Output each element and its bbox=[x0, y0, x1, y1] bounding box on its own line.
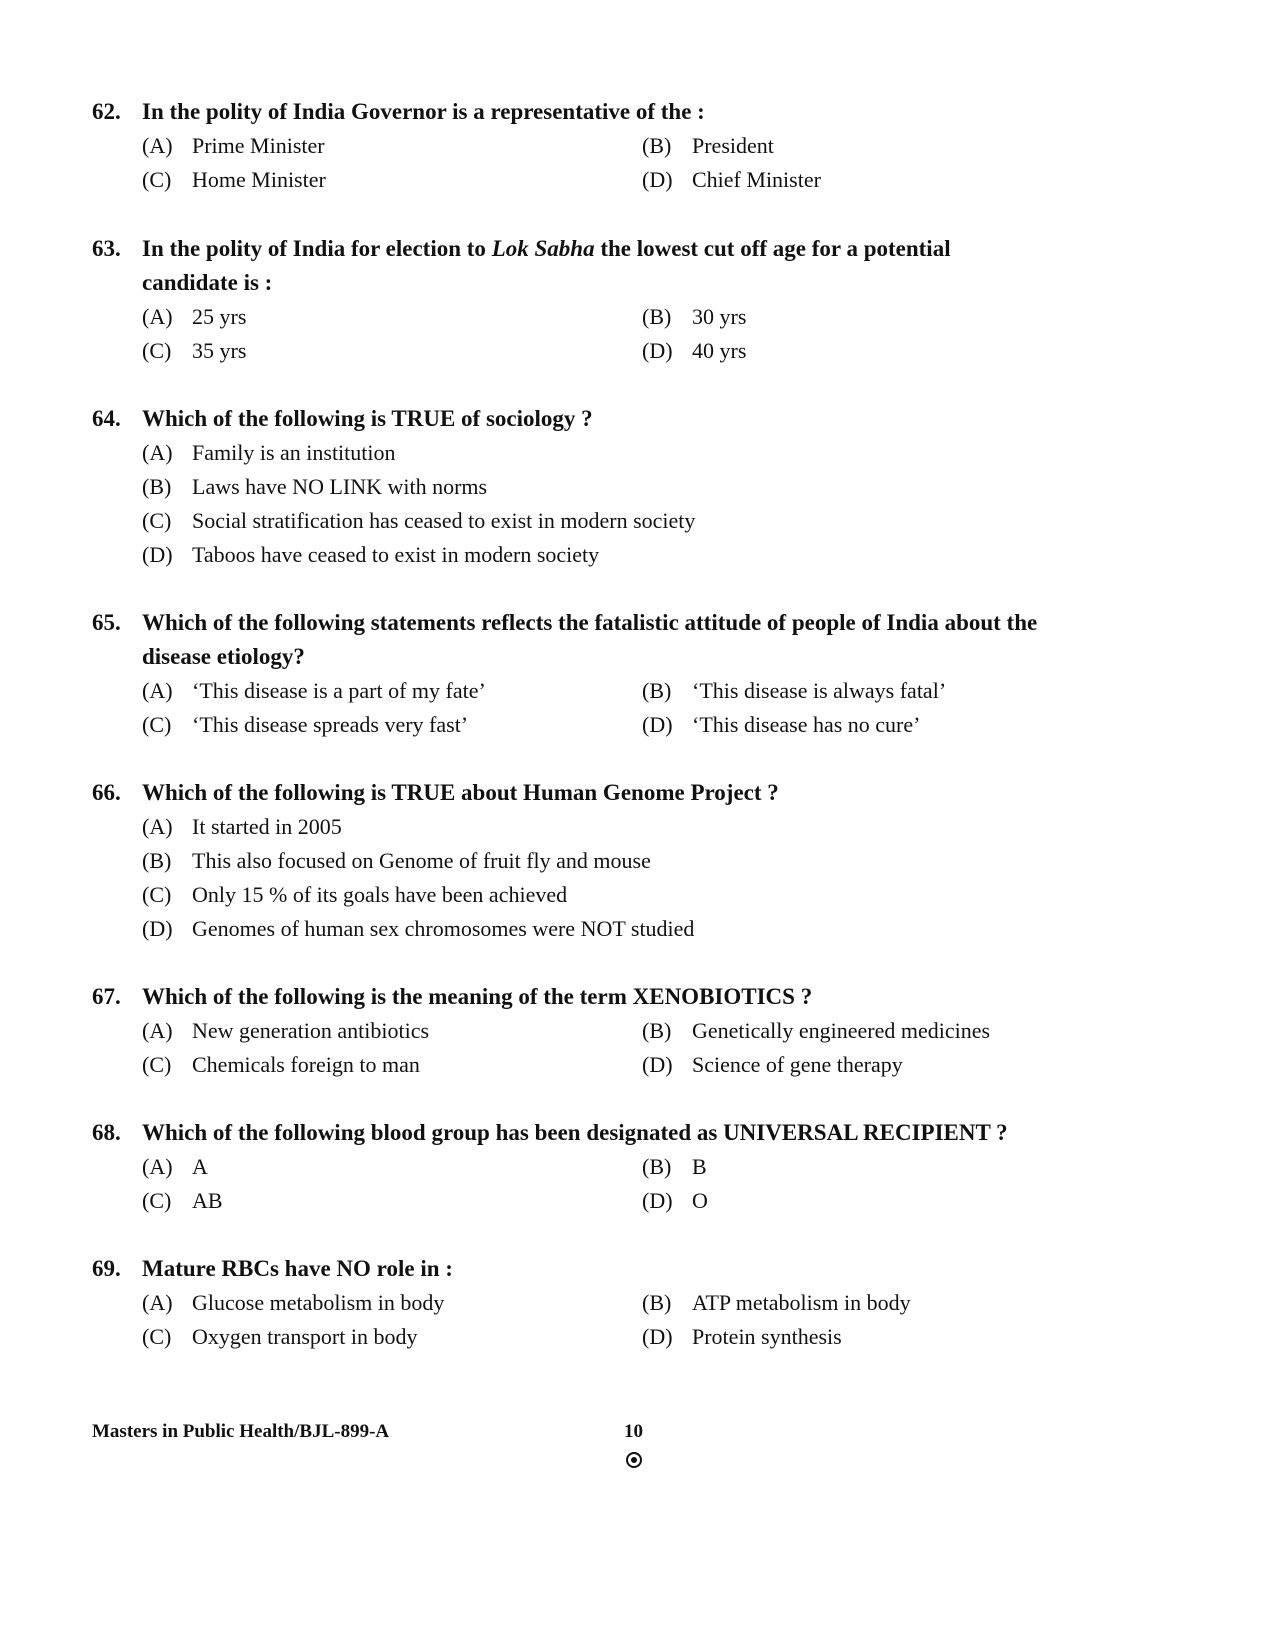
option-label: (D) bbox=[642, 338, 673, 363]
option-b bbox=[642, 1286, 911, 1320]
option-label: (D) bbox=[642, 1052, 673, 1077]
option-label: (C) bbox=[142, 167, 172, 192]
option-a bbox=[142, 129, 325, 163]
question-stem bbox=[92, 776, 1092, 810]
option-text: Genetically engineered medicines bbox=[692, 1018, 991, 1043]
option-a bbox=[142, 1150, 208, 1184]
option-label: (C) bbox=[142, 882, 172, 907]
option-a bbox=[142, 810, 342, 844]
option-text: ‘This disease spreads very fast’ bbox=[192, 712, 469, 737]
question-number: 69. bbox=[92, 1256, 121, 1281]
question-stem bbox=[92, 606, 1102, 674]
option-label: (B) bbox=[642, 1154, 672, 1179]
question-number: 64. bbox=[92, 406, 121, 431]
option-label: (A) bbox=[142, 1154, 173, 1179]
question-stem bbox=[92, 95, 1092, 129]
option-label: (B) bbox=[642, 133, 672, 158]
page-number: 10 bbox=[624, 1421, 643, 1442]
option-b bbox=[642, 1150, 707, 1184]
option-label: (D) bbox=[642, 1188, 673, 1213]
question-text-part: the lowest cut off age for a potential candidate is : bbox=[142, 236, 951, 295]
option-text: Chemicals foreign to man bbox=[192, 1052, 420, 1077]
option-label: (B) bbox=[142, 474, 172, 499]
option-text: 35 yrs bbox=[192, 338, 247, 363]
option-b bbox=[142, 470, 487, 504]
question-text bbox=[142, 232, 1042, 300]
question-number: 66. bbox=[92, 780, 121, 805]
option-d bbox=[642, 1320, 842, 1354]
option-label: (A) bbox=[142, 814, 173, 839]
option-text: Genomes of human sex chromosomes were NOT studied bbox=[192, 916, 695, 941]
option-text: Only 15 % of its goals have been achieved bbox=[192, 882, 568, 907]
option-d bbox=[142, 912, 694, 946]
question-text: Mature RBCs have NO role in : bbox=[142, 1256, 453, 1281]
option-b bbox=[642, 1014, 990, 1048]
question-number: 62. bbox=[92, 99, 121, 124]
question-stem bbox=[92, 980, 1092, 1014]
option-c bbox=[142, 334, 246, 368]
option-label: (A) bbox=[142, 440, 173, 465]
option-label: (A) bbox=[142, 1290, 173, 1315]
question-text: Which of the following is TRUE about Human Genome Project ? bbox=[142, 780, 779, 805]
option-d bbox=[642, 1184, 708, 1218]
option-text: It started in 2005 bbox=[192, 814, 342, 839]
question-stem bbox=[92, 232, 1042, 300]
option-label: (C) bbox=[142, 338, 172, 363]
option-d bbox=[642, 334, 746, 368]
option-d bbox=[642, 708, 920, 742]
option-text: Laws have NO LINK with norms bbox=[192, 474, 488, 499]
option-c bbox=[142, 163, 326, 197]
option-label: (C) bbox=[142, 508, 172, 533]
option-text: ‘This disease is a part of my fate’ bbox=[192, 678, 486, 703]
question-stem bbox=[92, 1252, 1092, 1286]
option-b bbox=[642, 300, 746, 334]
option-label: (C) bbox=[142, 712, 172, 737]
option-text: AB bbox=[192, 1188, 223, 1213]
option-text: O bbox=[692, 1188, 708, 1213]
option-label: (B) bbox=[642, 1290, 672, 1315]
option-c bbox=[142, 504, 695, 538]
question-number: 68. bbox=[92, 1120, 121, 1145]
option-b bbox=[642, 674, 946, 708]
option-label: (B) bbox=[642, 678, 672, 703]
question-stem bbox=[92, 402, 1092, 436]
option-label: (C) bbox=[142, 1052, 172, 1077]
option-b bbox=[642, 129, 774, 163]
option-label: (D) bbox=[142, 916, 173, 941]
option-text: Chief Minister bbox=[692, 167, 821, 192]
option-text: New generation antibiotics bbox=[192, 1018, 430, 1043]
option-c bbox=[142, 708, 468, 742]
option-label: (A) bbox=[142, 133, 173, 158]
question-number: 67. bbox=[92, 984, 121, 1009]
option-label: (A) bbox=[142, 1018, 173, 1043]
option-d bbox=[142, 538, 599, 572]
option-label: (C) bbox=[142, 1188, 172, 1213]
option-c bbox=[142, 1048, 420, 1082]
option-text: President bbox=[692, 133, 774, 158]
option-label: (D) bbox=[642, 1324, 673, 1349]
option-text: ‘This disease is always fatal’ bbox=[692, 678, 947, 703]
option-text: Taboos have ceased to exist in modern society bbox=[192, 542, 600, 567]
option-label: (A) bbox=[142, 304, 173, 329]
option-a bbox=[142, 300, 246, 334]
option-text: Glucose metabolism in body bbox=[192, 1290, 445, 1315]
option-a bbox=[142, 674, 486, 708]
option-text: This also focused on Genome of fruit fly and mouse bbox=[192, 848, 651, 873]
bullseye-icon bbox=[626, 1452, 642, 1468]
option-text: B bbox=[692, 1154, 707, 1179]
option-text: Science of gene therapy bbox=[692, 1052, 903, 1077]
question-number: 65. bbox=[92, 610, 121, 635]
option-c bbox=[142, 878, 567, 912]
option-text: Family is an institution bbox=[192, 440, 396, 465]
option-c bbox=[142, 1184, 223, 1218]
option-text: 30 yrs bbox=[692, 304, 747, 329]
option-text: 25 yrs bbox=[192, 304, 247, 329]
option-label: (D) bbox=[642, 167, 673, 192]
option-b bbox=[142, 844, 651, 878]
question-text-italic: Lok Sabha bbox=[491, 236, 595, 261]
option-text: Oxygen transport in body bbox=[192, 1324, 418, 1349]
option-label: (D) bbox=[642, 712, 673, 737]
option-label: (C) bbox=[142, 1324, 172, 1349]
question-text: Which of the following is the meaning of the term XENOBIOTICS ? bbox=[142, 984, 813, 1009]
option-text: 40 yrs bbox=[692, 338, 747, 363]
option-label: (B) bbox=[142, 848, 172, 873]
option-text: ATP metabolism in body bbox=[692, 1290, 911, 1315]
option-text: Home Minister bbox=[192, 167, 326, 192]
option-text: A bbox=[192, 1154, 208, 1179]
option-a bbox=[142, 436, 396, 470]
option-text: ‘This disease has no cure’ bbox=[692, 712, 921, 737]
option-label: (B) bbox=[642, 304, 672, 329]
option-label: (A) bbox=[142, 678, 173, 703]
option-text: Social stratification has ceased to exist in modern society bbox=[192, 508, 696, 533]
question-text-part: In the polity of India for election to bbox=[142, 236, 492, 261]
option-a bbox=[142, 1014, 429, 1048]
option-d bbox=[642, 163, 821, 197]
question-text: Which of the following statements reflects the fatalistic attitude of people of India about the disease etiology? bbox=[142, 610, 1038, 669]
footer-course-code: Masters in Public Health/BJL-899-A bbox=[92, 1421, 390, 1442]
question-number: 63. bbox=[92, 236, 121, 261]
option-label: (B) bbox=[642, 1018, 672, 1043]
question-text: Which of the following is TRUE of sociology ? bbox=[142, 406, 593, 431]
option-d bbox=[642, 1048, 903, 1082]
option-c bbox=[142, 1320, 417, 1354]
option-label: (D) bbox=[142, 542, 173, 567]
option-text: Prime Minister bbox=[192, 133, 325, 158]
question-text: In the polity of India Governor is a representative of the : bbox=[142, 99, 705, 124]
question-stem bbox=[92, 1116, 1152, 1150]
question-text: Which of the following blood group has been designated as UNIVERSAL RECIPIENT ? bbox=[142, 1120, 1008, 1145]
option-a bbox=[142, 1286, 444, 1320]
option-text: Protein synthesis bbox=[692, 1324, 842, 1349]
